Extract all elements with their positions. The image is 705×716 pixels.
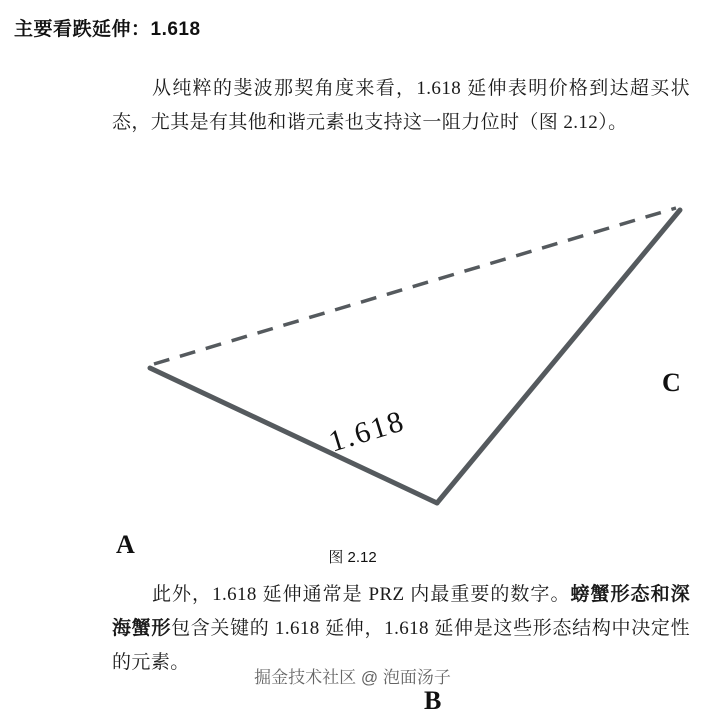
body-paragraph-1: 从纯粹的斐波那契角度来看，1.618 延伸表明价格到达超买状态，尤其是有其他和谐元素也支持这一阻力位时（图 2.12）。 xyxy=(112,78,690,133)
paragraph-2-bold-term: 螃蟹形态和深海蟹形 xyxy=(112,584,690,639)
paragraph-2-text-tail: 包含关键的 1.618 延伸，1.618 延伸是这些形态结构中决定性的元素。 xyxy=(112,618,690,673)
ratio-label-1618: 1.618 xyxy=(325,404,409,459)
paragraph-2-text-lead: 此外，1.618 延伸通常是 PRZ 内最重要的数字。 xyxy=(152,584,571,605)
point-label-b: B xyxy=(424,686,442,715)
figure-caption: 图 2.12 xyxy=(328,549,377,566)
section-heading: 主要看跌延伸：1.618 xyxy=(14,19,201,40)
point-label-a: A xyxy=(116,530,135,559)
line-bc xyxy=(437,210,680,503)
figure-diagram xyxy=(0,178,705,558)
watermark-text: 掘金技术社区 @ 泡面汤子 xyxy=(254,668,451,687)
point-label-c: C xyxy=(662,368,681,397)
line-ac-dashed xyxy=(154,208,676,364)
